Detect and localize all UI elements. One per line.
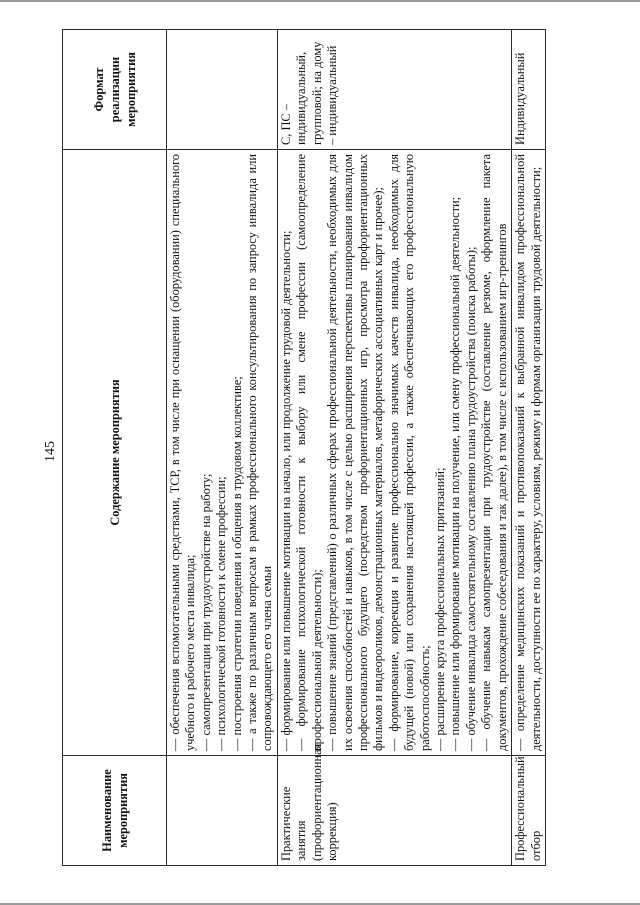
row-content-cell (167, 150, 278, 756)
header-row (63, 30, 167, 866)
list-item: — построения стратегии поведения и общения в трудовом коллективе; (229, 376, 244, 751)
header-format: Формат реализации мероприятия (63, 30, 167, 150)
table-row (512, 30, 546, 866)
measures-table (62, 29, 546, 866)
list-item: — формирование или повышение мотивации на начало, или продолжение трудовой деятельности; (278, 230, 293, 751)
list-item: — формирование, коррекция и развитие профессионально значимых качеств инвалида, необходимых для будущей (новой) или сохранения настоящей профессии, а также обеспечивающих его профессиональную работоспособность; (386, 154, 432, 751)
row-format-cell: С, ПС – индивидуальный, групповой; на дому – индивидуальный (277, 30, 511, 150)
row-content-cell (277, 150, 511, 756)
table-body (167, 30, 546, 866)
list-item: — обучение инвалида самостоятельному составлению плана трудоустройства (поиска работы); (463, 246, 478, 751)
list-item: — психологической готовности к смене профессии; (214, 476, 229, 751)
list-item: — а также по различным вопросам в рамках профессионального консультирования по запросу инвалида или сопровождающего его члена семьи (245, 154, 275, 751)
header-name: Наименование мероприятия (63, 756, 167, 866)
table-row (167, 30, 278, 866)
list-item: — обеспечения вспомогательными средствами, ТСР, в том числе при оснащении (оборудовании) специального учебного и рабочего места инвалида; (168, 154, 198, 751)
list-item: — расширение круга профессиональных притязаний; (432, 467, 447, 751)
row-format-cell: Индивидуальный (512, 30, 546, 150)
row-name-cell: Практические занятия (профориентационная коррекция) (277, 756, 511, 866)
list-item: — повышение или формирование мотивации на получение, или смену профессиональной деятельности; (448, 196, 463, 751)
header-content: Содержание мероприятия (63, 150, 167, 756)
list-item: — формирование психологической готовности к выбору или смене профессии (самоопределение профессиональной деятельности); (294, 154, 324, 751)
list-item: — самопрезентации при трудоустройстве на работу; (198, 473, 213, 751)
page-number: 145 (43, 441, 58, 462)
table-row (277, 30, 511, 866)
scan-edge-line (0, 0, 640, 2)
list-item: — определение медицинских показаний и противопоказаний к выбранной инвалидом профессиональной деятельности, доступности ее по характеру, условиям, режиму и формам организации трудовой деятельности; (513, 154, 543, 751)
list-item: — повышение знаний (представлений) о различных сферах профессиональной деятельности, необходимых для их освоения способностей и навыков, в том числе с целью расширения перспективы планирования инвалидом профессионального будущего (посредством профориентационных игр, просмотра профориентационных фильмов и видеороликов, демонстрационных материалов, метафорических ассоциативных карт и прочее); (325, 154, 386, 751)
row-name-cell (167, 756, 278, 866)
row-format-cell (167, 30, 278, 150)
row-content-cell (512, 150, 546, 756)
rotated-table-container (62, 30, 546, 866)
row-name-cell: Профессиональный отбор (512, 756, 546, 866)
list-item: — обучение навыкам самопрезентации при трудоустройстве (составление резюме, оформление пакета документов, прохождение собеседования и так далее), в том числе с использованием игр-тренингов (479, 154, 509, 751)
